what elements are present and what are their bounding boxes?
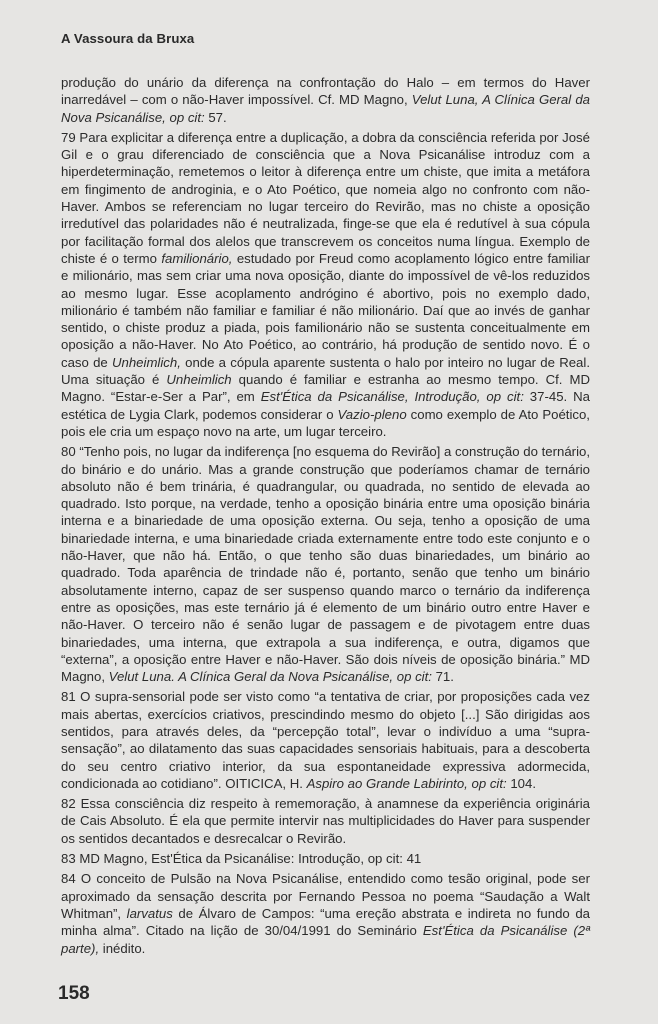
italic-citation: larvatus <box>126 905 173 921</box>
running-head: A Vassoura da Bruxa <box>61 31 195 46</box>
italic-citation: Unheimlich, <box>111 354 181 370</box>
endnote-paragraph <box>61 688 590 792</box>
note-text: 71. <box>431 669 454 685</box>
endnote-paragraph <box>61 870 590 956</box>
note-text: como exemplo de Ato Poético, pois ele cria um espaço novo na arte, um lugar terceiro. <box>61 406 590 439</box>
italic-citation: Est'Ética da Psicanálise, Introdução, op cit: <box>260 389 524 405</box>
note-text: onde a cópula aparente sustenta o halo por inteiro no lugar de Real. Uma situação é <box>61 354 590 388</box>
note-text: 82 Essa consciência diz respeito à rememoração, à anamnese da experiência originária de Cais Absoluto. É ela que permite intervir nas multiplicidades do Haver para suspender os sentidos decantados e desrecalcar o Revirão. <box>61 796 590 846</box>
page-number: 158 <box>58 983 90 1004</box>
note-text: 83 MD Magno, Est'Ética da Psicanálise: Introdução, op cit: 41 <box>61 851 422 867</box>
note-text: estudado por Freud como acoplamento lógico entre familiar e milionário, mas sem criar uma nova oposição, diante do impossível de vê-los reduzidos ao mesmo lugar. Esse acoplamento andrógino é abortivo, pois no exemplo dado, milionário é também não familiar e familiar é não milionário. Daí que ao invés de ganhar sentido, o chiste produz a piada, pois familionário não se sustenta conceitualmente em oposição a não-Haver. No Ato Poético, ao contrário, há produção de sentido novo. É o caso de <box>61 250 591 370</box>
note-text: inédito. <box>99 940 146 956</box>
italic-citation: Velut Luna. A Clínica Geral da Nova Psicanálise, op cit: <box>108 669 432 685</box>
endnotes-body <box>61 74 590 960</box>
note-text: 81 O supra-sensorial pode ser visto como “a tentativa de criar, por proposições cada vez mais abertas, exercícios criativos, prescindindo mesmo do objeto [...] São dirigidas aos sentidos, para através deles, da “percepção total”, levar o indivíduo a uma “supra-sensação”, ao dilatamento das suas capacidades sensoriais habituais, para a descoberta do seu centro criativo interior, da sua espontaneidade expressiva adormecida, condicionada ao cotidiano”. OITICICA, H. <box>61 689 590 791</box>
note-text: de Álvaro de Campos: “uma ereção abstrata e indireta no fundo da minha alma”. Citado na lição de 30/04/1991 do Seminário <box>61 905 590 939</box>
note-text: produção do unário da diferença na confrontação do Halo – em termos do Haver inarredável – com o não-Haver impossível. Cf. MD Magno, <box>61 75 590 108</box>
italic-citation: Est'Ética da Psicanálise (2ª parte), <box>61 923 590 956</box>
italic-citation: Unheimlich <box>166 372 232 388</box>
endnote-paragraph <box>61 74 590 126</box>
endnote-paragraph <box>61 850 590 867</box>
italic-citation: Velut Luna, A Clínica Geral da Nova Psicanálise, op cit: <box>61 92 590 125</box>
italic-citation: Aspiro ao Grande Labirinto, op cit: <box>306 775 507 791</box>
note-text: 104. <box>506 775 537 791</box>
note-text: quando é familiar e estranha ao mesmo tempo. Cf. MD Magno. “Estar-e-Ser a Par”, em <box>61 372 590 405</box>
note-text: 84 O conceito de Pulsão na Nova Psicanálise, entendido como tesão original, pode ser aproximado da sensação descrita por Fernando Pessoa no poema “Saudação a Walt Whitman”, <box>61 871 590 921</box>
endnote-paragraph <box>61 129 590 440</box>
note-text: 79 Para explicitar a diferença entre a duplicação, a dobra da consciência referida por José Gil e o grau diferenciado de consciência que a Nova Psicanálise introduz com a hiperdeterminação, remetemos o leitor à diferença entre um chiste, que imita a metáfora em fingimento de androginia, e o Ato Poético, que nomeia algo no confronto com não-Haver. Ambos se referenciam no lugar terceiro do Revirão, mas no chiste a oposição irredutível das polaridades não é neutralizada, finge-se que ela é redutível à sua cópula por facilitação formal dos alelos que transcrevem os conceitos numa língua. Exemplo de chiste é o termo <box>61 129 590 266</box>
italic-citation: familionário, <box>161 250 233 266</box>
note-text: 37-45. Na estética de Lygia Clark, podemos considerar o <box>61 389 590 422</box>
note-text: 57. <box>204 109 227 125</box>
endnote-paragraph <box>61 795 590 847</box>
note-text: 80 “Tenho pois, no lugar da indiferença [no esquema do Revirão] a construção do ternário, do binário e do unário. Mas a grande construção que poderíamos chamar de ternário absoluto não é bem trinária, é quadrangular, ou quadrada, no sentido de elevada ao quadrado. Isto porque, na verdade, tenho a oposição binária entre uma oposição binária interna e a binariedade de uma oposição externa. Ou seja, tenho a oposição de uma binariedade interna, e uma binariedade criada externamente entre todo este conjunto e o não-Haver, que não há. Então, o que tenho são duas binariedades, um binário ao quadrado. Toda aparência de trindade não é, portanto, senão que tenho um binário absolutamente interno, capaz de ser suspenso quando marco o ternário da indiferença entre as oposições, mas este ternário já é elemento de um binário outro entre Haver e não-Haver. O terceiro não é senão lugar de passagem e de pivotagem entre duas binariedades, uma interna, que extrapola a sua indiferença, e outra, digamos que “externa”, a oposição entre Haver e não-Haver. São dois níveis de oposição binária.” MD Magno, <box>61 444 590 685</box>
endnote-paragraph <box>61 443 590 685</box>
italic-citation: Vazio-pleno <box>337 406 407 422</box>
